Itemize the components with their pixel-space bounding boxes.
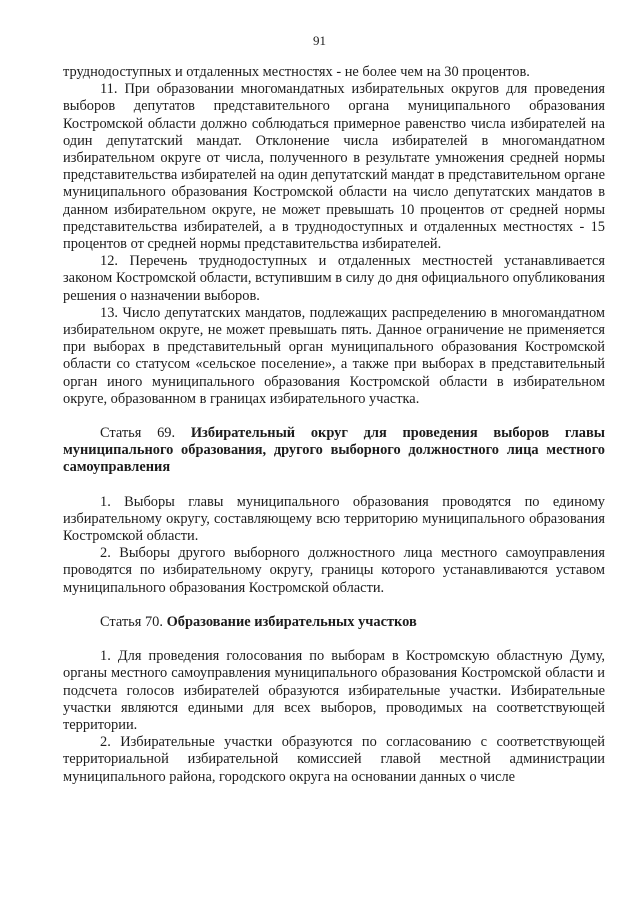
article-69-heading: [63, 425, 605, 477]
page-number: 91: [313, 33, 326, 48]
paragraph-continuation: труднодоступных и отдаленных местностях - не более чем на 30 процентов.: [63, 64, 530, 80]
article-69-title: Избирательный округ для проведения выборов главы муниципального образования, другого выборного должностного лица местного самоуправления: [63, 425, 605, 476]
article-70-heading: [63, 614, 605, 631]
article-69-paragraph-2: 2. Выборы другого выборного должностного лица местного самоуправления проводятся по избирательному округу, границы которого устанавливаются уставом муниципального образования Костромской области.: [63, 545, 605, 596]
article-70-paragraph-2: 2. Избирательные участки образуются по согласованию с соответствующей территориальной избирательной комиссией главой местной администрации муниципального района, городского округа на основании данных о числе: [63, 734, 605, 785]
article-70-title: Образование избирательных участков: [166, 613, 417, 630]
article-70-paragraph-1: 1. Для проведения голосования по выборам в Костромскую областную Думу, органы местного самоуправления муниципального образования Костромской области и подсчета голосов избирателей образуются избирательные участки. Избирательные участки являются едиными для всех выборов, проводимых на соответствующей территории.: [63, 648, 605, 733]
document-body: [63, 64, 605, 786]
paragraph-12: 12. Перечень труднодоступных и отдаленных местностей устанавливается законом Костромской области, вступившим в силу до дня официального опубликования решения о назначении выборов.: [63, 253, 605, 304]
paragraph-11: 11. При образовании многомандатных избирательных округов для проведения выборов депутатов представительного органа муниципального образования Костромской области должно соблюдаться примерное равенство числа избирателей на один депутатский мандат. Отклонение числа избирателей в многомандатном избирательном округе от числа, полученного в результате умножения средней нормы представительства избирателей на один депутатский мандат в представительном органе муниципального образования Костромской области на число депутатских мандатов в данном избирательном округе, не может превышать 10 процентов от средней нормы представительства избирателей, а в труднодоступных и отдаленных местностях - 15 процентов от средней нормы представительства избирателей.: [63, 81, 605, 253]
article-70-prefix: Статья 70.: [100, 613, 163, 630]
article-69-prefix: Статья 69.: [100, 425, 176, 442]
paragraph-13: 13. Число депутатских мандатов, подлежащих распределению в многомандатном избирательном округе, не может превышать пять. Данное ограничение не применяется при выборах в представительный орган муниципального образования Костромской области со статусом «сельское поселение», а также при выборах в представительный орган иного муниципального образования Костромской области в избирательном округе, образованном в границах избирательного участка.: [63, 304, 605, 407]
article-69-paragraph-1: 1. Выборы главы муниципального образования проводятся по единому избирательному округу, составляющему всю территорию муниципального образования Костромской области.: [63, 493, 605, 545]
